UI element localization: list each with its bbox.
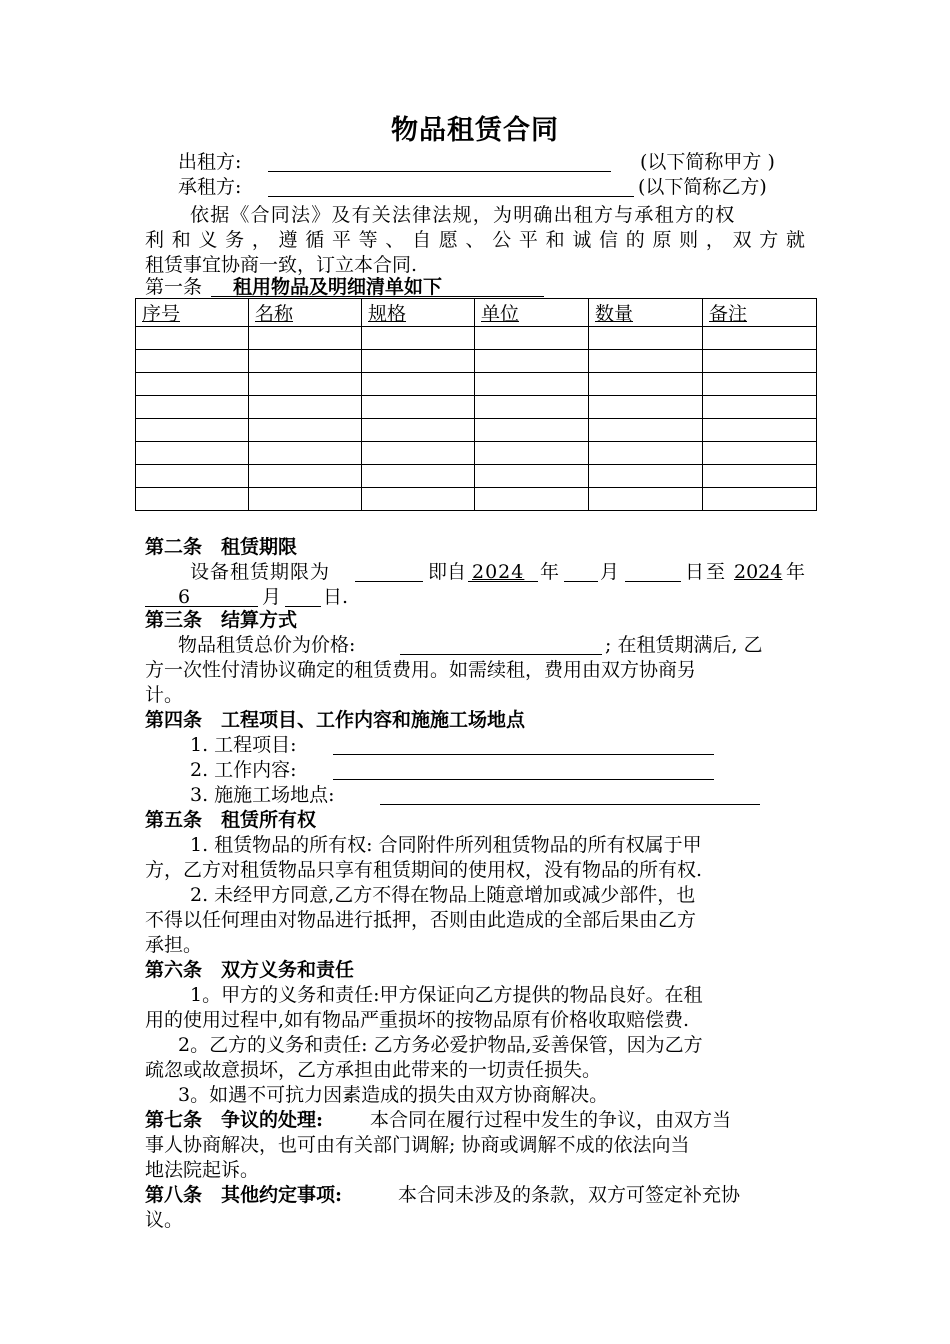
article2-heading: 第二条 租赁期限 — [145, 536, 298, 558]
table-cell[interactable] — [249, 419, 362, 442]
article4-item-3: 3. 施施工场地点: — [190, 784, 335, 806]
start-year[interactable]: 2024 — [472, 561, 525, 583]
col-header-remarks: 备注 — [703, 299, 817, 327]
article2-text-3: 年 — [540, 561, 560, 583]
article1-title-underline — [211, 296, 544, 297]
article5-line-1: 1. 租赁物品的所有权: 合同附件所列租赁物品的所有权属于甲 — [190, 834, 702, 856]
end-month[interactable]: 6 — [178, 586, 191, 608]
table-cell[interactable] — [589, 396, 703, 419]
article6-line-1: 1。甲方的义务和责任:甲方保证向乙方提供的物品良好。在租 — [190, 984, 703, 1006]
article2-text-7: 月 — [262, 586, 282, 608]
table-row — [136, 350, 817, 373]
table-cell[interactable] — [362, 373, 475, 396]
table-row — [136, 419, 817, 442]
article6-line-2: 用的使用过程中,如有物品严重损坏的按物品原有价格收取赔偿费. — [145, 1009, 690, 1031]
table-cell[interactable] — [475, 396, 589, 419]
article3-heading: 第三条 结算方式 — [145, 609, 298, 631]
table-cell[interactable] — [136, 396, 249, 419]
table-cell[interactable] — [589, 350, 703, 373]
table-cell[interactable] — [362, 327, 475, 350]
preamble-line-3: 租赁事宜协商一致，订立本合同. — [145, 254, 418, 276]
start-day-field[interactable] — [625, 581, 681, 582]
table-cell[interactable] — [249, 465, 362, 488]
goods-table — [135, 298, 817, 511]
article4-heading: 第四条 工程项目、工作内容和施施工场地点 — [145, 709, 526, 731]
table-cell[interactable] — [362, 419, 475, 442]
article5-line-4: 不得以任何理由对物品进行抵押，否则由此造成的全部后果由乙方 — [145, 909, 697, 931]
start-month-field[interactable] — [564, 581, 598, 582]
lessee-label: 承租方: — [178, 176, 242, 198]
article3-line-1b: ; 在租赁期满后, 乙 — [605, 634, 763, 656]
table-header-row — [136, 299, 817, 327]
table-cell[interactable] — [249, 327, 362, 350]
project-field[interactable] — [333, 754, 714, 755]
article2-text-6: 年 — [786, 561, 806, 583]
article6-line-5: 3。如遇不可抗力因素造成的损失由双方协商解决。 — [178, 1084, 609, 1106]
table-cell[interactable] — [136, 465, 249, 488]
article2-text-1: 设备租赁期限为 — [190, 561, 331, 583]
article2-text-4: 月 — [600, 561, 620, 583]
article3-line-1a: 物品租赁总价为价格: — [178, 634, 356, 656]
table-cell[interactable] — [589, 373, 703, 396]
table-cell[interactable] — [249, 396, 362, 419]
article6-heading: 第六条 双方义务和责任 — [145, 959, 355, 981]
total-price-field[interactable] — [400, 654, 602, 655]
article4-item-1: 1. 工程项目: — [190, 734, 297, 756]
article5-line-5: 承担。 — [145, 934, 203, 956]
table-cell[interactable] — [475, 442, 589, 465]
article8-line-1: 本合同未涉及的条款，双方可签定补充协 — [398, 1184, 741, 1206]
table-cell[interactable] — [475, 327, 589, 350]
table-row — [136, 396, 817, 419]
end-year[interactable]: 2024 — [734, 561, 783, 583]
article7-line-2: 事人协商解决，也可由有关部门调解; 协商或调解不成的依法向当 — [145, 1134, 690, 1156]
lessor-note: (以下简称甲方 ) — [640, 151, 775, 173]
lessee-name-field[interactable] — [268, 196, 634, 197]
col-header-unit: 单位 — [475, 299, 589, 327]
table-cell[interactable] — [703, 419, 817, 442]
article7-heading: 第七条 争议的处理: — [145, 1109, 324, 1131]
table-cell[interactable] — [362, 350, 475, 373]
table-cell[interactable] — [475, 488, 589, 511]
article4-item-2: 2. 工作内容: — [190, 759, 297, 781]
article2-text-5: 日至 — [685, 561, 728, 583]
table-cell[interactable] — [136, 488, 249, 511]
table-cell[interactable] — [589, 465, 703, 488]
table-cell[interactable] — [703, 373, 817, 396]
start-year-underline — [468, 581, 538, 582]
table-cell[interactable] — [362, 488, 475, 511]
article2-text-2: 即自 — [428, 561, 467, 583]
table-cell[interactable] — [249, 373, 362, 396]
table-cell[interactable] — [362, 396, 475, 419]
table-cell[interactable] — [136, 327, 249, 350]
article7-line-1: 本合同在履行过程中发生的争议，由双方当 — [370, 1109, 732, 1131]
table-cell[interactable] — [703, 327, 817, 350]
col-header-index: 序号 — [136, 299, 249, 327]
table-cell[interactable] — [703, 350, 817, 373]
lessor-name-field[interactable] — [268, 171, 611, 172]
table-cell[interactable] — [703, 396, 817, 419]
table-cell[interactable] — [362, 442, 475, 465]
article6-line-3: 2。乙方的义务和责任: 乙方务必爱护物品,妥善保管，因为乙方 — [178, 1034, 703, 1056]
end-month-underline — [145, 606, 258, 607]
work-content-field[interactable] — [333, 779, 714, 780]
article5-heading: 第五条 租赁所有权 — [145, 809, 317, 831]
preamble-line-2: 利和义务，遵循平等、自愿、公平和诚信的原则，双方就 — [145, 229, 805, 251]
col-header-spec: 规格 — [362, 299, 475, 327]
table-cell[interactable] — [475, 419, 589, 442]
article3-line-3: 计。 — [145, 684, 184, 706]
article1-label: 第一条 — [145, 276, 203, 298]
table-row — [136, 488, 817, 511]
table-cell[interactable] — [589, 327, 703, 350]
table-cell[interactable] — [475, 373, 589, 396]
article7-line-3: 地法院起诉。 — [145, 1159, 260, 1181]
lease-term-field[interactable] — [355, 581, 423, 582]
table-cell[interactable] — [362, 465, 475, 488]
col-header-name: 名称 — [249, 299, 362, 327]
article8-heading: 第八条 其他约定事项: — [145, 1184, 343, 1206]
table-cell[interactable] — [136, 350, 249, 373]
document-title: 物品租赁合同 — [391, 115, 559, 146]
table-row — [136, 442, 817, 465]
site-location-field[interactable] — [380, 804, 760, 805]
table-cell[interactable] — [475, 350, 589, 373]
article5-line-2: 方，乙方对租赁物品只享有租赁期间的使用权，没有物品的所有权. — [145, 859, 703, 881]
lessee-note: (以下简称乙方) — [638, 176, 767, 198]
table-cell[interactable] — [703, 488, 817, 511]
table-cell[interactable] — [249, 442, 362, 465]
table-cell[interactable] — [703, 465, 817, 488]
table-cell[interactable] — [589, 419, 703, 442]
article6-line-4: 疏忽或故意损坏，乙方承担由此带来的一切责任损失。 — [145, 1059, 602, 1081]
article5-line-3: 2. 未经甲方同意,乙方不得在物品上随意增加或减少部件，也 — [190, 884, 696, 906]
table-row — [136, 327, 817, 350]
table-row — [136, 465, 817, 488]
col-header-quantity: 数量 — [589, 299, 703, 327]
lessor-label: 出租方: — [178, 151, 242, 173]
table-cell[interactable] — [249, 488, 362, 511]
table-row — [136, 373, 817, 396]
table-cell[interactable] — [136, 442, 249, 465]
table-cell[interactable] — [589, 442, 703, 465]
article3-line-2: 方一次性付清协议确定的租赁费用。如需续租，费用由双方协商另 — [145, 659, 697, 681]
table-cell[interactable] — [475, 465, 589, 488]
table-cell[interactable] — [589, 488, 703, 511]
article2-text-8: 日. — [323, 586, 349, 608]
table-cell[interactable] — [249, 350, 362, 373]
table-cell[interactable] — [703, 442, 817, 465]
preamble-line-1: 依据《合同法》及有关法律法规，为明确出租方与承租方的权 — [190, 204, 736, 226]
table-cell[interactable] — [136, 373, 249, 396]
article1-title: 租用物品及明细清单如下 — [233, 276, 443, 298]
table-cell[interactable] — [136, 419, 249, 442]
end-day-field[interactable] — [285, 606, 321, 607]
article8-line-2: 议。 — [145, 1209, 184, 1231]
